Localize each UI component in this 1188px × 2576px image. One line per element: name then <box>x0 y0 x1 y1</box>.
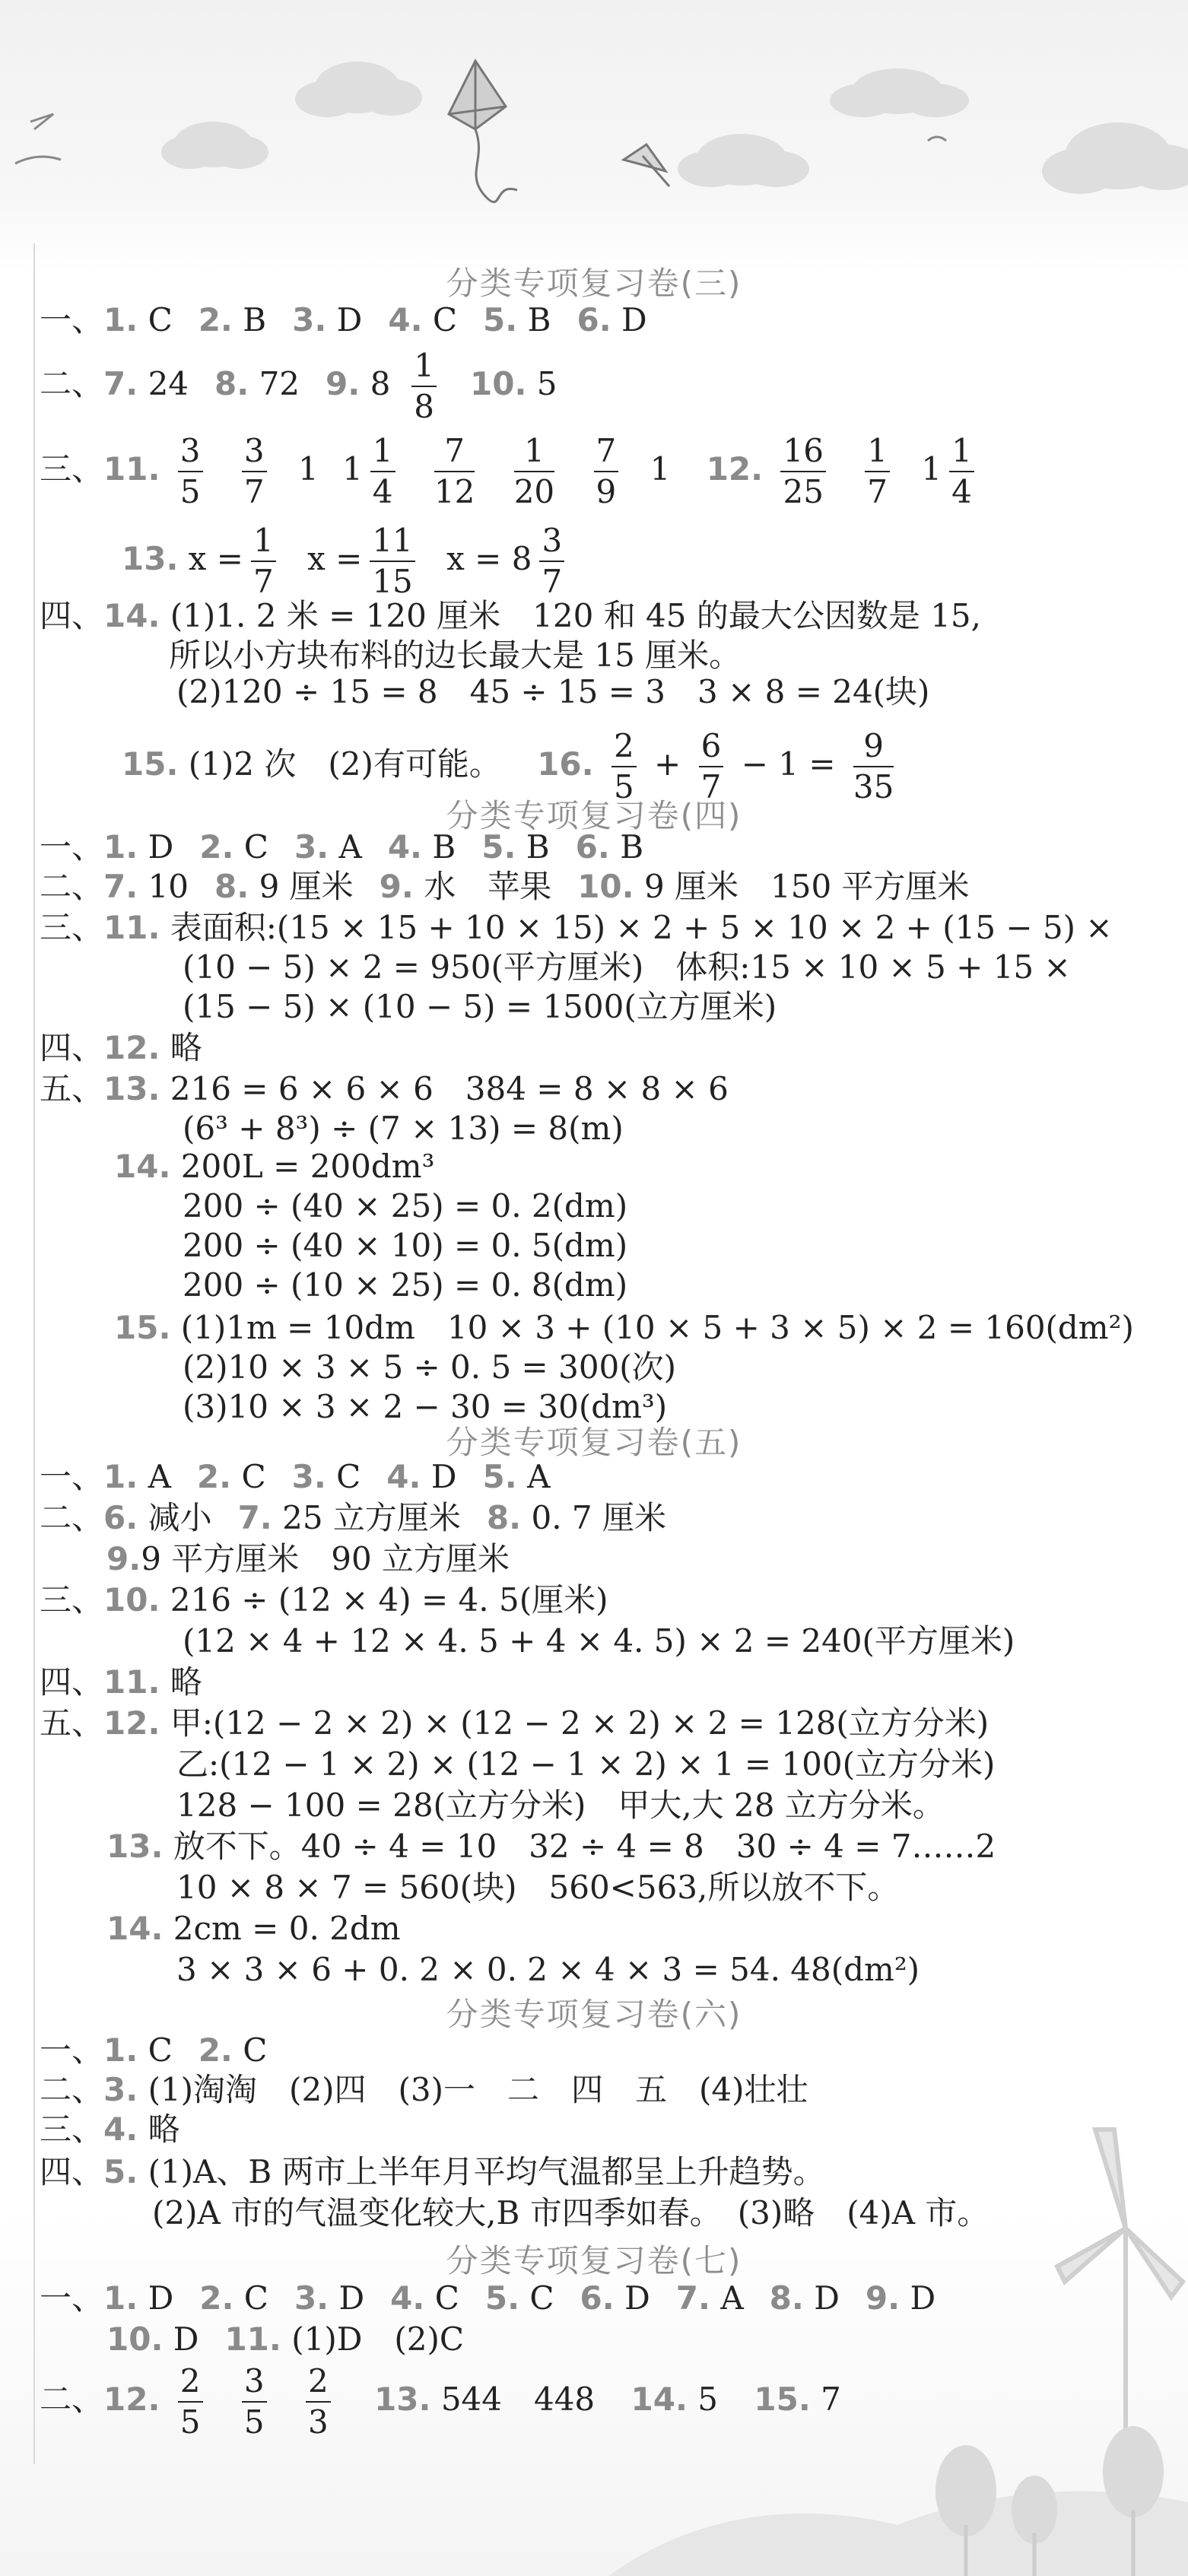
answer-line: 所以小方块布料的边长最大是 15 厘米。 <box>169 637 742 674</box>
fraction: $\frac{1}{7}$ <box>251 525 276 598</box>
answer-line: 15. (1)1m = 10dm 10 × 3 + (10 × 5 + 3 × 5) × 2 = 160(dm²) <box>114 1309 1134 1346</box>
answer-line: 一、1. D 2. C 3. A 4. B 5. B 6. B <box>40 828 644 866</box>
answer-line: 一、1. C 2. B 3. D 4. C 5. B 6. D <box>40 301 647 338</box>
fraction: $\frac{1}{4}$ <box>949 435 974 508</box>
answer-line: 一、1. D 2. C 3. D 4. C 5. C 6. D 7. A 8. D 9. D <box>40 2279 936 2317</box>
answer-line: 三、10. 216 ÷ (12 × 4) = 4. 5(厘米) <box>40 1581 608 1618</box>
margin-rule <box>33 243 35 2464</box>
fraction: $\frac{3}{7}$ <box>539 525 564 598</box>
answer-line: 五、12. 甲:(12 − 2 × 2) × (12 − 2 × 2) × 2 = 128(立方分米) <box>40 1704 989 1742</box>
answer-line: 9.9 平方厘米 90 立方厘米 <box>106 1540 510 1577</box>
answer-line: 五、13. 216 = 6 × 6 × 6 384 = 8 × 8 × 6 <box>40 1070 729 1107</box>
fraction: $\frac{9}{35}$ <box>853 727 894 805</box>
answer-line: (6³ + 8³) ÷ (7 × 13) = 8(m) <box>183 1110 624 1147</box>
fraction: $\frac{3}{7}$ <box>242 435 267 508</box>
answer-line: 14. 200L = 200dm³ <box>114 1148 435 1185</box>
answer-line: 13. 放不下。40 ÷ 4 = 10 32 ÷ 4 = 8 30 ÷ 4 = 7……2 <box>106 1828 996 1865</box>
answer-line: 200 ÷ (40 × 25) = 0. 2(dm) <box>183 1187 628 1224</box>
hill-decoration <box>608 2419 1188 2576</box>
fraction: $\frac{7}{12}$ <box>434 432 475 510</box>
answer-line: (3)10 × 3 × 2 − 30 = 30(dm³) <box>183 1388 668 1425</box>
section-title: 分类专项复习卷(七) <box>446 2242 742 2279</box>
answer-line: 一、1. C 2. C <box>40 2031 268 2069</box>
fraction: $\frac{2}{5}$ <box>611 730 637 803</box>
answer-line: 四、11. 略 <box>40 1663 202 1701</box>
fraction: $\frac{1}{20}$ <box>513 432 555 510</box>
fraction: $\frac{3}{5}$ <box>178 435 203 508</box>
answer-line: 128 − 100 = 28(立方分米) 甲大,大 28 立方分米。 <box>176 1787 945 1824</box>
answer-line: (12 × 4 + 12 × 4. 5 + 4 × 4. 5) × 2 = 240(平方厘米) <box>183 1622 1015 1660</box>
answer-line: 二、3. (1)淘淘 (2)四 (3)一 二 四 五 (4)壮壮 <box>40 2071 808 2108</box>
answer-line: 14. 2cm = 0. 2dm <box>106 1910 401 1947</box>
fraction: $\frac{1}{8}$ <box>411 350 437 423</box>
answer-line: (15 − 5) × (10 − 5) = 1500(立方厘米) <box>183 988 777 1025</box>
kite-icon <box>624 145 669 186</box>
answer-line: 三、11. $\frac{3}{5}$ $\frac{3}{7}$ 1 1 $\frac{1}{4}$ $\frac{7}{12}$ $\frac{1}{20}$ $\frac{7}{9}$ 1 12. $\frac{16}{25}$ $\frac{1}{7}$ 1 $\frac{1}{4}$ <box>40 435 982 508</box>
answer-line: 10. D 11. (1)D (2)C <box>106 2320 465 2358</box>
answer-line: 二、7. 24 8. 72 9. 8 $\frac{1}{8}$ 10. 5 <box>40 347 557 425</box>
fraction: $\frac{16}{25}$ <box>780 435 825 508</box>
fraction: $\frac{3}{5}$ <box>242 2365 267 2438</box>
fraction: $\frac{1}{7}$ <box>865 435 890 508</box>
answer-line: 四、12. 略 <box>40 1029 202 1066</box>
answer-line: 四、14. (1)1. 2 米 = 120 厘米 120 和 45 的最大公因数是 15, <box>40 597 981 634</box>
answer-line: 10 × 8 × 7 = 560(块) 560<563,所以放不下。 <box>176 1869 900 1906</box>
cloud-icon <box>161 62 1188 194</box>
answer-line: 15. (1)2 次 (2)有可能。 16. $\frac{2}{5}$ + $\frac{6}{7}$ − 1 = $\frac{9}{35}$ <box>122 727 894 805</box>
answer-line: (10 − 5) × 2 = 950(平方厘米) 体积:15 × 10 × 5 + 15 × <box>183 948 1071 986</box>
section-title: 分类专项复习卷(六) <box>446 1996 742 2033</box>
answer-line: 13. x = $\frac{1}{7}$ x = $\frac{11}{15}$ x = 8 $\frac{3}{7}$ <box>122 525 572 598</box>
answer-line: 三、11. 表面积:(15 × 15 + 10 × 15) × 2 + 5 × 10 × 2 + (15 − 5) × <box>40 909 1113 946</box>
answer-line: 二、7. 10 8. 9 厘米 9. 水 苹果 10. 9 厘米 150 平方厘米 <box>40 868 970 905</box>
answer-line: 200 ÷ (10 × 25) = 0. 8(dm) <box>183 1266 628 1304</box>
sky-decoration <box>0 0 1188 251</box>
answer-line: 3 × 3 × 6 + 0. 2 × 0. 2 × 4 × 3 = 54. 48(dm²) <box>176 1951 920 1988</box>
answer-line: 一、1. A 2. C 3. C 4. D 5. A <box>40 1458 551 1495</box>
answer-line: 乙:(12 − 1 × 2) × (12 − 1 × 2) × 1 = 100(立方分米) <box>176 1745 996 1783</box>
answer-line: 三、4. 略 <box>40 2111 180 2148</box>
fraction: $\frac{2}{5}$ <box>178 2365 203 2438</box>
answer-line: 二、12. $\frac{2}{5}$ $\frac{3}{5}$ $\frac{2}{3}$ 13. 544 448 14. 5 15. 7 <box>40 2362 841 2441</box>
answer-line: 200 ÷ (40 × 10) = 0. 5(dm) <box>183 1227 628 1264</box>
answer-line: 二、6. 减小 7. 25 立方厘米 8. 0. 7 厘米 <box>40 1499 666 1536</box>
section-title: 分类专项复习卷(五) <box>446 1424 742 1461</box>
fraction: $\frac{11}{15}$ <box>370 525 415 598</box>
answer-line: (2)A 市的气温变化较大,B 市四季如春。 (3)略 (4)A 市。 <box>152 2194 989 2231</box>
fraction: $\frac{7}{9}$ <box>594 435 619 508</box>
fraction: $\frac{2}{3}$ <box>306 2365 331 2438</box>
fraction: $\frac{1}{4}$ <box>370 435 395 508</box>
fraction: $\frac{6}{7}$ <box>699 730 724 803</box>
kite-icon <box>449 61 517 202</box>
answer-line: (2)10 × 3 × 5 ÷ 0. 5 = 300(次) <box>183 1348 677 1386</box>
section-title: 分类专项复习卷(三) <box>446 265 742 302</box>
section-title: 分类专项复习卷(四) <box>446 797 742 834</box>
answer-line: (2)120 ÷ 15 = 8 45 ÷ 15 = 3 3 × 8 = 24(块) <box>176 673 930 710</box>
answer-line: 四、5. (1)A、B 两市上半年月平均气温都呈上升趋势。 <box>40 2153 825 2190</box>
